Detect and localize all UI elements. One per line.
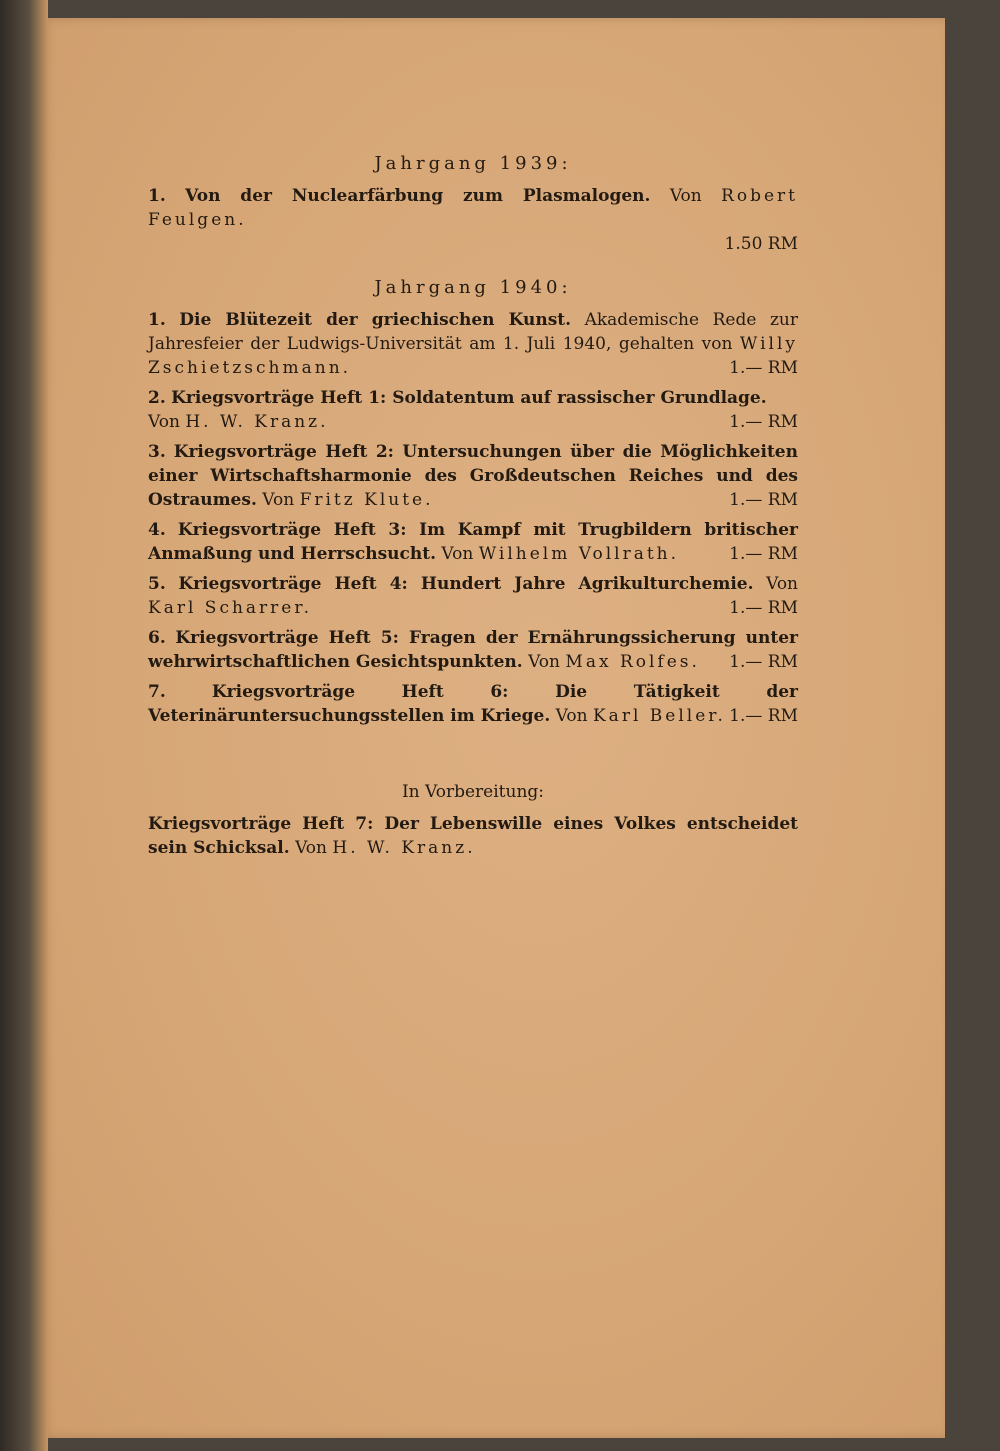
entry-price: 1.50 RM [724, 234, 798, 254]
author-prefix: Von [441, 544, 474, 564]
entry-price: 1.— RM [729, 544, 798, 564]
entry-title: Die Blütezeit der griechischen Kunst. [179, 310, 572, 330]
heading-1940: Jahrgang 1940: [374, 277, 572, 298]
entry-1940-2 [148, 386, 798, 434]
entry-1940-5 [148, 572, 798, 620]
entry-title: Kriegsvorträge Heft 1: Soldatentum auf rassischer Grundlage. [171, 388, 767, 408]
in-preparation-entry [148, 812, 798, 860]
entry-1940-3 [148, 440, 798, 512]
entry-title: Kriegsvorträge Heft 5: Fragen der Ernährungssicherung unter wehrwirtschaftlichen Gesichtspunkten. [148, 628, 798, 672]
entry-author: Willy Zschietzschmann. [148, 334, 799, 378]
entry-number: 4. [148, 520, 166, 540]
book-gutter [0, 0, 48, 1451]
author-prefix: Von [555, 706, 588, 726]
entry-author: Karl Scharrer. [148, 598, 313, 618]
entry-title: Von der Nuclearfärbung zum Plasmalogen. [185, 186, 651, 206]
entry-number: 7. [148, 682, 166, 702]
entry-number: 6. [148, 628, 166, 648]
author-prefix: Von [148, 412, 180, 432]
entry-price: 1.— RM [729, 358, 798, 378]
author-prefix: Von [766, 574, 799, 594]
in-preparation-heading: In Vorbereitung: [401, 782, 545, 802]
entry-1940-4 [148, 518, 798, 566]
entry-number: 1. [148, 310, 166, 330]
publication-list [148, 140, 798, 860]
entry-price: 1.— RM [729, 652, 798, 672]
entry-title: Kriegsvorträge Heft 3: Im Kampf mit Trugbildern britischer Anmaßung und Herrschsucht. [148, 520, 799, 564]
entry-1940-1 [148, 308, 798, 380]
entry-price: 1.— RM [729, 490, 798, 510]
entry-price: 1.— RM [729, 598, 798, 618]
author-prefix: Von [669, 186, 702, 206]
author-prefix: Von [528, 652, 560, 672]
entry-author: H. W. Kranz. [185, 412, 329, 432]
entry-title: Kriegsvorträge Heft 6: Die Tätigkeit der Veterinäruntersuchungsstellen im Kriege. [148, 682, 798, 726]
entry-price: 1.— RM [729, 412, 798, 432]
entry-1939-1 [148, 184, 798, 256]
entry-title: Kriegsvorträge Heft 2: Untersuchungen über die Möglichkeiten einer Wirtschaftsharmonie des Großdeutschen Reiches und des Ostraumes. [148, 442, 798, 510]
heading-1939: Jahrgang 1939: [374, 153, 572, 174]
entry-author: Fritz Klute. [299, 490, 434, 510]
author-prefix: Von [295, 838, 327, 858]
entry-author: Karl Beller. [592, 706, 726, 726]
entry-author: Max Rolfes. [565, 652, 700, 672]
author-prefix: Von [262, 490, 295, 510]
entry-number: 2. [148, 388, 166, 408]
entry-price: 1.— RM [729, 706, 798, 726]
entry-title: Kriegsvorträge Heft 7: Der Lebenswille eines Volkes entscheidet sein Schicksal. [148, 814, 798, 858]
entry-number: 5. [148, 574, 166, 594]
entry-author: H. W. Kranz. [332, 838, 476, 858]
entry-number: 1. [148, 186, 166, 206]
entry-author: Robert Feulgen. [148, 186, 799, 230]
entry-number: 3. [148, 442, 166, 462]
entry-title: Kriegsvorträge Heft 4: Hundert Jahre Agrikulturchemie. [178, 574, 754, 594]
entry-1940-7 [148, 680, 798, 728]
entry-1940-6 [148, 626, 798, 674]
entry-author: Wilhelm Vollrath. [478, 544, 680, 564]
entry-description: Akademische Rede zur Jahresfeier der Ludwigs-Universität am 1. Juli 1940, gehalten von [148, 310, 798, 354]
